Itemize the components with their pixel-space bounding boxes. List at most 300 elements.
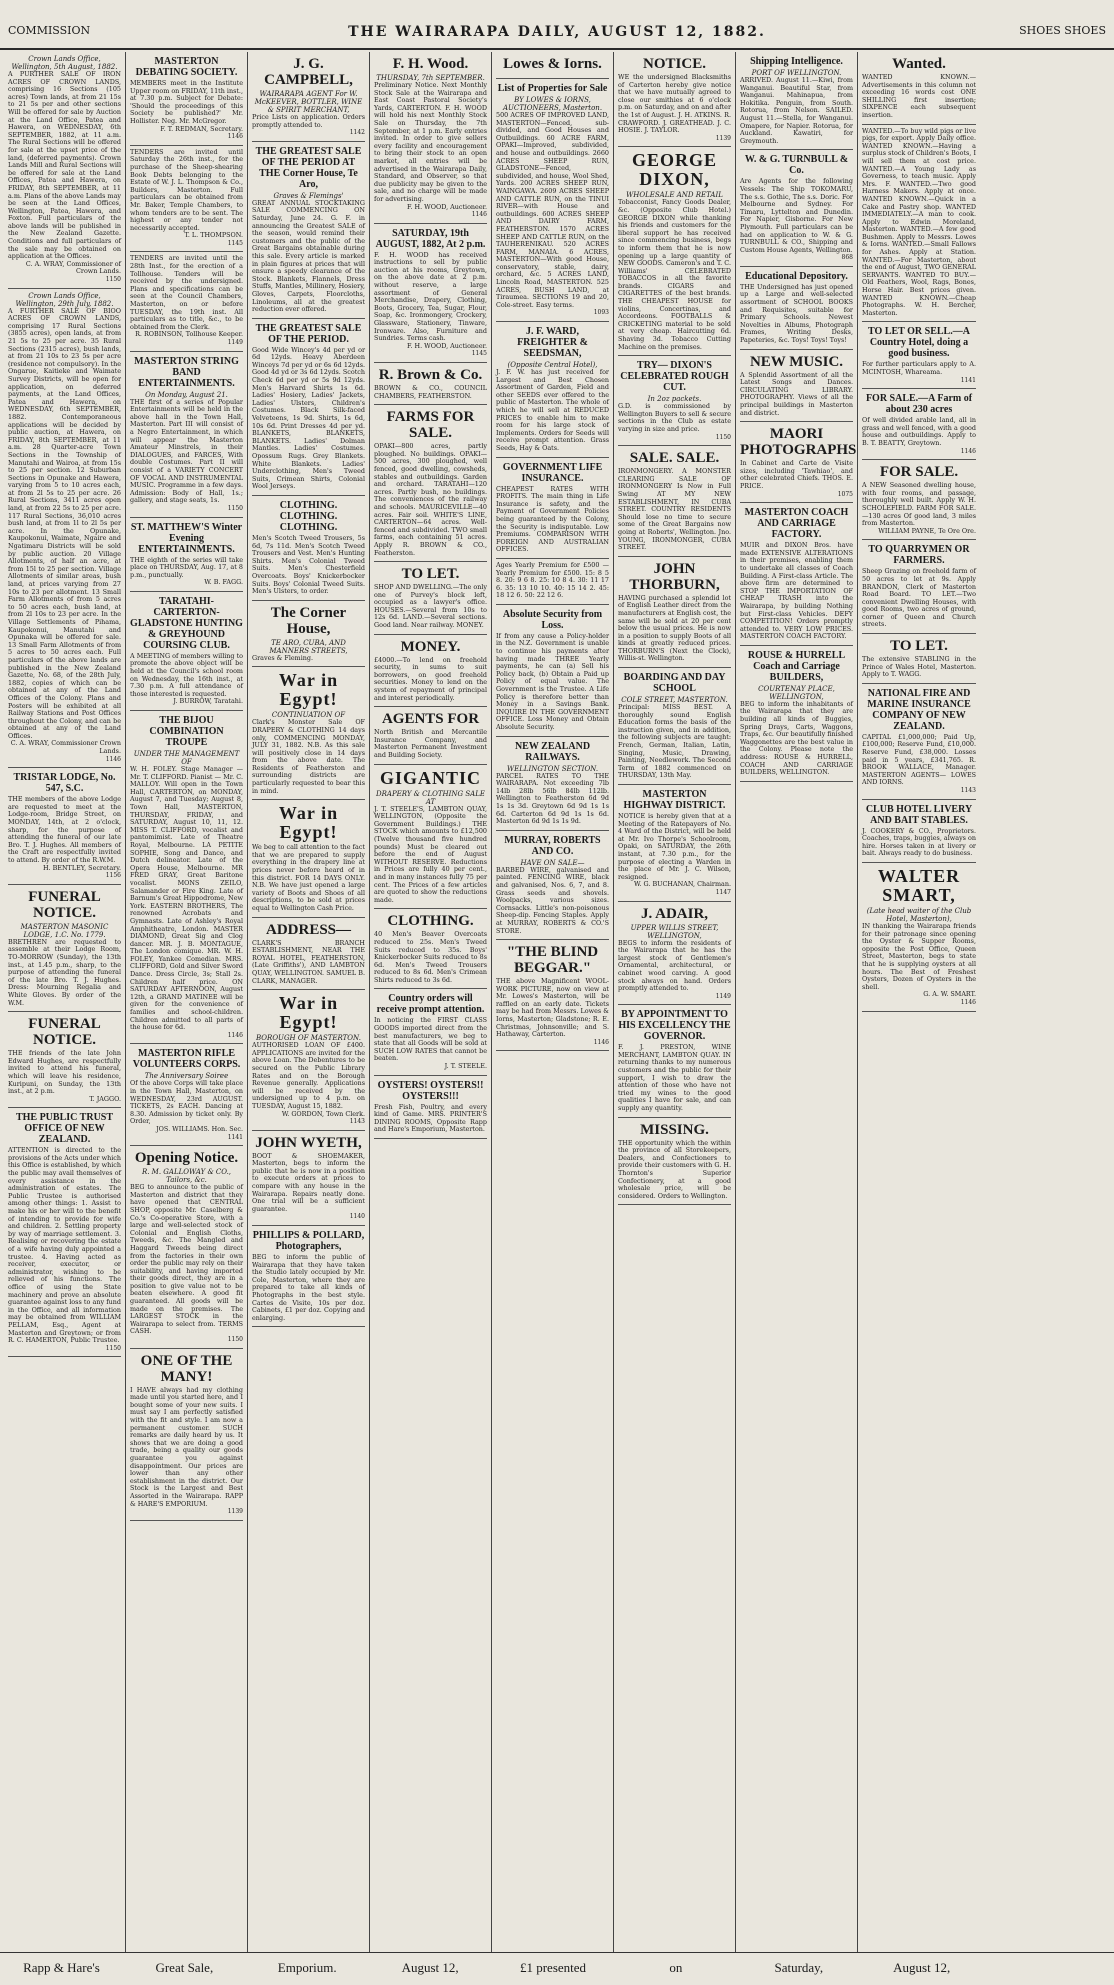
ad-signature: R. ROBINSON, Tollhouse Keeper.: [135, 330, 243, 339]
advertisement: [130, 592, 243, 711]
ad-body: WE the undersigned Blacksmiths of Carterton hereby give notice that we have mutually agreed to close our smithies at 6 o'clock p.m. on Saturday, and on and after the 1st of August. J. H. ATKINS. R. CRAWFORD. J. GREATHEAD. J. C. HOSIE. J. TAYLOR.: [618, 73, 731, 135]
advertisement: [252, 1131, 365, 1226]
advertisement: [252, 800, 365, 917]
ad-heading: W. & G. TURNBULL & Co.: [744, 154, 849, 177]
ad-subheading: WELLINGTON SECTION.: [506, 764, 599, 773]
advertisement: [252, 918, 365, 991]
ad-body: Preliminary Notice. Next Monthly Stock Sale at the Wairarapa and East Coast Pastoral Society's Yards, CARTERTON. F. H. WOOD will hold his next Monthly Stock Sale on Thursday, the 7th September, at 1 p.m. Early entries invited. In order to give sellers every facility and encouragement to bring their stock to an open market, all entries will be advertised in the Wairarapa Daily, Standard, and Observer, so that due publicity may be given to the sale, and no charge will be made for advertising.: [374, 81, 487, 203]
ad-heading: J. G. CAMPBELL,: [264, 56, 353, 88]
ad-heading: War in Egypt!: [278, 803, 339, 843]
ad-subheading: BOROUGH OF MASTERTON.: [256, 1034, 361, 1043]
ad-reference-number: 1142: [349, 129, 365, 137]
advertisement: [496, 940, 609, 1051]
advertisement: [618, 147, 731, 356]
ad-body: BROWN & CO., COUNCIL CHAMBERS, FEATHERSTON.: [374, 384, 487, 400]
advertisement: [496, 605, 609, 737]
ad-reference-number: 1156: [105, 872, 121, 880]
ad-heading: Absolute Security from Loss.: [502, 608, 603, 631]
ad-body: THE Undersigned has just opened up a Large and well-selected assortment of SCHOOL BOOKS and Requisites, suitable for Primary Schools. Newest Novelties in Albums, Photograph Frames, Writing Desks, Papeteries, &c. Toys! Toys! Toys!: [740, 282, 853, 345]
newspaper-title: THE WAIRARAPA DAILY, AUGUST 12, 1882.: [348, 24, 766, 40]
advertisement: [496, 458, 609, 559]
ad-heading: GOVERNMENT LIFE INSURANCE.: [502, 461, 603, 484]
ad-heading: THE BIJOU COMBINATION TROUPE: [149, 715, 224, 749]
ad-heading: SALE. SALE.: [629, 450, 720, 467]
ad-subheading: COLE STREET, MASTERTON.: [621, 696, 728, 705]
ad-signature: F. T. REDMAN, Secretary.: [160, 124, 243, 133]
ad-heading: MISSING.: [640, 1121, 709, 1138]
ad-reference-number: 1141: [227, 1133, 243, 1141]
ad-heading: FUNERAL NOTICE.: [28, 1016, 101, 1049]
advertisement: [740, 350, 853, 423]
ad-body: PARCEL RATES TO THE WAIRARAPA. Not exceeding 7lb 14lb 28lb 56lb 84lb 112lb. Wellington to Featherston 6d 9d 1s 1s 3d. Greytown 6d 9d 1s 1s 6d. Carterton 6d 9d 1s 1s 6d. Masterton 6d 9d 1s 1s 9d.: [496, 771, 609, 826]
ad-body: Fresh Fish, Poultry, and every kind of Game. MRS. PRINTER'S DINING ROOMS, Opposite Rapp and Hare's Emporium, Masterton.: [374, 1102, 487, 1134]
ad-subheading: On Monday, August 21.: [145, 390, 228, 399]
ad-heading: NATIONAL FIRE AND MARINE INSURANCE COMPANY OF NEW ZEALAND.: [867, 687, 971, 732]
ad-heading: FUNERAL NOTICE.: [28, 888, 101, 921]
ad-signature: W. GORDON, Town Clerk.: [281, 1109, 365, 1118]
ad-reference-number: 1141: [960, 376, 976, 384]
ad-heading: JOHN THORBURN,: [629, 560, 720, 593]
advertisement: [252, 319, 365, 496]
advertisement: [496, 737, 609, 831]
ad-reference-number: 1149: [715, 992, 731, 1000]
advertisement: [740, 503, 853, 646]
advertisement: [130, 1044, 243, 1146]
ad-body: BEG to inform the inhabitants of the Wairarapa that they are building all kinds of Buggies, Spring Drays, Carts, Waggons, Traps, &c. Our beautifully finished Waggonettes are the best value in the Colony. Please note the address: ROUSE & HURRELL, COACH AND CARRIAGE BUILDERS, WELLINGTON.: [740, 699, 853, 777]
advertisement: [740, 422, 857, 503]
ad-body: A PURTHER SALE OF IRON ACRES OF CROWN LANDS, comprising 16 Sections (105 acres) Town lands, at from 21 15s to 21 5s per and other sections Will be offered for sale by Auction at the Land Office, Patea and Hawera, on WEDNESDAY, 6th SEPTEMBER, 1882, at 11 a.m. The Rural Sections will be offered for sale at the upset price of the land, (deferred payments). Crown Lands Mill and Rural Sections will be offered for sale at the Land Offices, Patea and Hawera, on FRIDAY, 8th SEPTEMBER, at 11 a.m. Plans of the above Lands may be seen at the Land Offices, Wellington, Patea, Hawera, and Foxton. Full particulars of the above lands will be published in the New Zealand Gazette. Conditions and full particulars of the sale may be obtained on application at the Offices.: [8, 70, 121, 261]
ad-signature: T. L. THOMPSON.: [184, 231, 243, 240]
advertisement: [862, 460, 976, 540]
advertisement: [374, 562, 487, 635]
advertisement: [618, 902, 731, 1006]
ad-body: BOOT & SHOEMAKER, Masterton, begs to inform the public that he is now in a position to execute orders at prices to compare with any house in the Wairarapa. Repairs neatly done. One trial will be a sufficient guarantee.: [252, 1151, 365, 1213]
advertisement: [8, 289, 121, 769]
ad-body: We beg to call attention to the fact that we are prepared to supply everything in the drapery line at prices never before heard of in this district. FOR 14 DAYS ONLY. N.B. We have just opened a large variety of Boots and Shoes of all descriptions, to be sold at prices equal to Wellington Cash Price.: [252, 843, 365, 912]
ad-subheading: In 2oz packets.: [647, 395, 702, 404]
advertisement: [8, 52, 121, 289]
advertisement: [496, 831, 609, 940]
ad-body: Principal: MISS BEST. A thoroughly sound English Education forms the basis of the instruction given, and in addition, the following subjects are taught: French, German, Italian, Latin, Singing, Music, Drawing, Painting, Needlework. The Second Term of 1882 commenced on THURSDAY, 13th May.: [618, 703, 731, 780]
column-7: [736, 52, 858, 1952]
ad-heading: JOHN WYETH,: [255, 1134, 362, 1151]
ad-heading: WALTER SMART,: [877, 865, 961, 905]
advertisement: [130, 352, 243, 518]
ad-body: I HAVE always had my clothing made until you started here, and I bought some of your new suits. I must say I am perfectly satisfied with the fit and style. I am now a permanent customer. SUCH remarks are daily heard by us. It shows that we are doing a good trade, being a quality our goods guarantee you against disappointment. Our prices are lower than any other establishment in the district. Our Stock is the Largest and Best Assorted in the Wairarapa. RAPP & HARE'S EMPORIUM.: [130, 1385, 243, 1508]
advertisement: [130, 711, 243, 1044]
ad-heading: MASTERTON STRING BAND ENTERTAINMENTS.: [134, 355, 239, 389]
ad-body: Good Wide Wincey's 4d per yd or 6d 12yds. Heavy Aberdeen Winceys 7d per yd or 6s 6d 12yds. Good 4d yd or 3s 6d 12yds. Scotch Check 6d per yd or 5s 9d 12yds. Men's Harvard Shirts 1s 6d. Ladies' Hosiery, Ladies' Jackets, Ladies' Ulsters, Children's Costumes. Black Silk-faced Velveteens, 1s 9d. Shirts, 1s 6d, 10s 6d. Print Dresses 4d per yd. BLANKETS, BLANKETS, BLANKETS. Ladies' Dolman Mantles. Ladies' Costumes. Opossum Rugs. Grey Blankets. White Blankets. Ladies' Underclothing, Men's Tweed Suits, Crimean Shirts, Colonial Wool Jerseys.: [252, 345, 365, 491]
column-4: [370, 52, 492, 1952]
ad-heading: R. Brown & Co.: [378, 367, 483, 383]
ad-body: TENDERS are invited until the 28th Inst., for the erection of a Tollhouse. Tenders will be received by the undersigned. Plans and specifications can be seen at the Council Chambers, Masterton, on or before TUESDAY, the 19th inst. All particulars as to title, &c., to be obtained from the Clerk.: [130, 254, 243, 331]
ad-heading: FOR SALE.: [879, 464, 959, 481]
ad-heading: Educational Depository.: [745, 270, 848, 282]
ad-body: Men's Scotch Tweed Trousers, 5s 6d, 7s 11d. Men's Scotch Tweed Trousers and Vest. Men's Hunting Shirts. Men's Colonial Tweed Suits. Men's Chesterfield Overcoats. Boys' Knickerbocker Suits. Boys' Colonial Tweed Suits. Men's Ulsters, to order.: [252, 533, 365, 596]
ad-heading: MAORI PHOTOGRAPHS: [740, 426, 857, 459]
ad-body: TENDERS are invited until Saturday the 26th inst., for the purchase of the Sheep-shearing Book Debts belonging to the Estate of W. J. L. Thompson & Co., Builders, Masterton. Full particulars can be obtained from Mr. Baker, Temple Chambers, to whom tenders are to be sent. The highest or any tender not necessarily accepted.: [130, 147, 243, 232]
ad-reference-number: 1146: [105, 755, 121, 763]
ad-reference-number: 1150: [227, 504, 243, 512]
ad-heading: F. H. Wood.: [392, 56, 469, 72]
advertisement: [618, 785, 731, 902]
ad-body: THE first of a series of Popular Entertainments will be held in the above hall in the Town Hall, Masterton. Part III will consist of a Negro Entertainment, in which will appear the Masterton Amateur Minstrels, in their DIALOGUES, and FARCES, With double Costumes. Part II will consist of a VARIETY CONCERT OF VOCAL AND INSTRUMENTAL MUSIC. Programme in a few days. Admission: Body of Hall, 1s.; gallery, and stage seats, 1s.: [130, 397, 243, 505]
advertisement: [252, 601, 365, 668]
ad-heading: TO LET OR SELL.—A Country Hotel, doing a good business.: [868, 326, 970, 360]
advertisement: [252, 142, 365, 319]
ad-signature: F. H. WOOD, Auctioneer.: [407, 341, 487, 350]
ad-reference-number: 1149: [227, 339, 243, 346]
advertisement: [862, 863, 976, 1012]
ad-heading: List of Properties for Sale: [497, 83, 608, 94]
masthead-right: SHOES SHOES: [1019, 24, 1106, 37]
ad-body: For further particulars apply to A. MCINTOSH, Whareama.: [862, 360, 976, 376]
ad-heading: Wanted.: [892, 56, 946, 72]
ad-subheading: WHOLESALE AND RETAIL: [626, 191, 723, 200]
ad-body: A MEETING of members willing to promote the above object will be held at the Council's school room on Wednesday, the 16th inst., at 7.30 p.m. A full attendance of those interested is requested.: [130, 651, 243, 698]
column-3: [248, 52, 370, 1952]
ad-heading: J. F. WARD, FREIGHTER & SEEDSMAN,: [517, 326, 588, 360]
ad-body: THE above Magnificent WOOL-WORK PICTURE, now on view at Mr. Lowes's Masterton, will be raffled on an early date. Tickets may be had from Messrs. Lowes & Iorns, Masterton; Gladstone; R. E. Christmas, Johnsonville; and S. Hathaway, Carterton.: [496, 977, 609, 1039]
ad-heading: "THE BLIND BEGGAR.": [506, 944, 599, 977]
ad-body: 40 Men's Beaver Overcoats reduced to 25s. Men's Tweed Suits reduced to 35s. Boys' Knickerbocker Suits reduced to 8s 6d. Men's Tweed Trousers reduced to 8s 6d. Men's Crimean Shirts reduced to 3s 6d.: [374, 930, 487, 984]
ad-body: A Splendid Assortment of all the Latest Songs and Dances. CIRCULATING LIBRARY. PHOTOGRAPHY. Views of all the principal buildings in Masterton and district.: [740, 370, 853, 417]
ad-heading: The Corner House,: [270, 604, 347, 637]
advertisement: [740, 52, 853, 150]
ad-body: A NEW Seasoned dwelling house, with four rooms, and passage, thoroughly well built. Apply W. H. SCHOLEFIELD. FARM FOR SALE.—130 acres Of good land, 3 miles from Masterton.: [862, 481, 976, 528]
ad-body: CLARK'S BRANCH ESTABLISHMENT, NEAR THE ROYAL HOTEL, FEATHERSTON, (Late Griffiths'), AND LAMBTON QUAY, WELLINGTON. SAMUEL B. CLARK, MANAGER.: [252, 938, 365, 985]
ad-reference-number: 1150: [227, 1336, 243, 1344]
ad-body: The extensive STABLING in the Prince of Wales Hotel, Masterton. Apply to T. WAGG.: [862, 655, 976, 679]
columns-container: [4, 52, 1110, 1952]
ad-heading: TO LET.: [401, 566, 460, 583]
ad-heading: SATURDAY, 19th AUGUST, 1882, At 2 p.m.: [375, 227, 486, 250]
advertisement: [8, 885, 121, 1012]
ad-subheading: UNDER THE MANAGEMENT OF: [133, 750, 240, 767]
advertisement: [496, 559, 609, 605]
ad-signature: F. H. WOOD, Auctioneer.: [407, 202, 487, 211]
ad-heading: NEW MUSIC.: [749, 353, 844, 370]
ad-heading: GIGANTIC: [379, 767, 481, 788]
column-2: [126, 52, 248, 1952]
ad-subheading: CONTINUATION OF: [271, 711, 346, 720]
ad-heading: TRY— DIXON'S CELEBRATED ROUGH CUT.: [620, 360, 729, 394]
ad-heading: NEW ZEALAND RAILWAYS.: [514, 740, 591, 763]
ad-body: Of well divided arable land, all in grass and well fenced, with a good house and outbuildings. Apply to B. T. BEATTY, Greytown.: [862, 416, 976, 447]
ad-subheading: HAVE ON SALE—: [520, 858, 585, 867]
ad-body: GREAT ANNUAL STOCKTAKING SALE COMMENCING ON Saturday, June 24. G. F. in announcing the Greatest SALE of the season, would remind their customers and the public of the Great Bargains obtainable during this sale. Every article is marked in plain figures at prices that will ensure a speedy clearance of the Stock. Blankets, Flannels, Dress Stuffs, Mantles, Millinery, Hosiery, Gloves, Carpets, Floorcloths, Linoleums, all at the greatest reduction ever offered.: [252, 198, 365, 314]
ad-heading: MASTERTON RIFLE VOLUNTEERS CORPS.: [132, 1048, 241, 1071]
masthead: [0, 18, 1114, 50]
ad-body: J. COOKERY & CO., Proprietors. Coaches, traps, buggies, always on hire. Horses taken in at livery or bait. Always ready to do business.: [862, 826, 976, 858]
advertisement: [862, 52, 976, 125]
ad-heading: CLUB HOTEL LIVERY AND BAIT STABLES.: [865, 803, 973, 826]
ad-heading: THE PUBLIC TRUST OFFICE OF NEW ZEALAND.: [15, 1112, 114, 1146]
advertisement: [130, 146, 243, 253]
ad-heading: GEORGE DIXON,: [631, 150, 717, 190]
masthead-left: COMMISSION: [8, 24, 91, 37]
ad-heading: THE GREATEST SALE OF THE PERIOD AT THE Corner House, Te Aro,: [255, 145, 362, 190]
ad-reference-number: 1145: [471, 350, 487, 358]
ad-heading: MURRAY, ROBERTS AND CO.: [504, 834, 601, 857]
advertisement: [8, 1012, 121, 1108]
ad-heading: J. ADAIR,: [640, 905, 709, 922]
ad-subheading: (Late head waiter of the Club Hotel, Masterton),: [866, 906, 972, 923]
ad-heading: MASTERTON HIGHWAY DISTRICT.: [623, 789, 726, 811]
ad-body: MEMBERS meet in the Institute Upper room on FRIDAY, 11th inst., at 7.30 p.m. Subject for Debate: 'Should the proceedings of this Society be published?' Mr. Hollister. Neg. Mr. McGregor.: [130, 79, 243, 125]
ad-heading: TRISTAR LODGE, No. 547, S.C.: [13, 772, 116, 795]
ad-reference-number: 1146: [227, 1031, 243, 1039]
ad-reference-number: 1146: [593, 1038, 609, 1046]
ad-body: Clark's Monster Sale OF DRAPERY & CLOTHING 14 days only, COMMENCING MONDAY, JULY 31, 1882. N.B. As this sale will positively close in 14 days from the above date. The Residents of Featherston and surrounding districts are particularly requested to bear this in mind.: [252, 718, 365, 795]
ad-reference-number: 1150: [715, 433, 731, 441]
ad-body: THE eighth of the series will take place on THURSDAY, Aug. 17, at 8 p.m., punctually.: [130, 555, 243, 579]
advertisement: [252, 990, 365, 1131]
advertisement: [374, 989, 487, 1075]
ad-signature: J. T. STEELE.: [444, 1062, 487, 1071]
advertisement: [618, 557, 731, 668]
ad-body: THE friends of the late John Edward Hughes, are respectfully invited to attend his funeral, which will leave his residence, Kuripuni, on Sunday, the 13th inst., at 2 p.m.: [8, 1049, 121, 1096]
ad-subheading: Crown Lands Office, Wellington, 29th July, 1882.: [15, 291, 114, 308]
ad-subheading: Graves & Flemings': [273, 191, 344, 200]
ad-subheading: UPPER WILLIS STREET, WELLINGTON,: [630, 923, 719, 940]
ad-subheading: (Opposite Central Hotel),: [507, 361, 598, 370]
ad-subheading: THURSDAY, 7th SEPTEMBER.: [376, 74, 485, 82]
column-5: [492, 52, 614, 1952]
ad-heading: FOR SALE.—A Farm of about 230 acres: [865, 393, 973, 416]
ad-body: THE opportunity which the within the province of all Storekeepers, Dealers, and Confectioners to provide their customers with G. H. Thornton's Superior Confectionery, at a good wholesale price, will be considered. Orders to Wellington.: [618, 1138, 731, 1200]
ad-reference-number: 1146: [960, 998, 976, 1006]
ad-body: Are Agents for the following Vessels: The Ship TOKOMARU, The s.s. Gothic, The s.s. Doric. For Melbourne and Sydney. For Timaru, Lyttelton and Dunedin. For Napier, Gisborne. For New Plymouth. Full particulars can be had on application to W. & G. TURNBULL & CO., Shipping and Custom House Agents, Wellington.: [740, 177, 853, 254]
ad-signature: JOS. WILLIAMS. Hon. Sec.: [156, 1124, 243, 1133]
ad-body: CAPITAL £1,000,000; Paid Up, £100,000; Reserve Fund, £10,000. Reserve Fund, £38,000. Losses paid in 5 years, £341,765. R. BROOK WALLACE, Manager. MASTERTON AGENTS— LOWES AND IORNS.: [862, 732, 976, 787]
ad-heading: NOTICE.: [643, 56, 706, 72]
ad-signature: WILLIAM PAYNE, Te Ore Ore.: [878, 526, 976, 535]
ad-reference-number: 1146: [471, 211, 487, 219]
ad-subheading: PORT OF WELLINGTON.: [751, 69, 842, 77]
advertisement: [740, 646, 853, 782]
ad-body: F. J. PRESTON, WINE MERCHANT, LAMBTON QUAY. IN returning thanks to my numerous customers and the public for their support, I wish to draw the attention of those who have not tried my wines to the good qualities I have for sale, and can supply any quantity.: [618, 1043, 731, 1113]
ad-body: Of the above Corps will take place in the Town Hall, Masterton, on WEDNESDAY, 23rd AUGUST. TICKETS, 2s EACH. Dancing at 8.30. Admission by ticket only. By Order,: [130, 1079, 243, 1126]
ad-reference-number: 868: [841, 254, 853, 262]
ad-body: If from any cause a Policy-holder in the N.Z. Government is unable to continue his payments after having made THREE Yearly payments, he can (a) Sell his Policy back, (b) Obtain a Paid up Policy of equal value. The Government is the Trustee. A Life Policy is therefore better than Money in a Savings Bank. INQUIRE IN THE GOVERNMENT OFFICE. Loss Money and Obtain Absolute Security.: [496, 631, 609, 731]
ad-heading: PHILLIPS & POLLARD, Photographers,: [252, 1230, 365, 1253]
advertisement: [374, 363, 487, 405]
ad-body: CHEAPEST RATES WITH PROFITS. The main thing in Life Insurance is safety, and the Payment of Government Policies being guaranteed by the Colony, the Security is indisputable. Low Premiums. COMPARISON WITH FOREIGN AND AUSTRALIAN OFFICES.: [496, 484, 609, 554]
ad-reference-number: 1146: [960, 447, 976, 455]
advertisement: [8, 1108, 121, 1357]
ad-signature: T. JAGGO.: [89, 1094, 121, 1103]
ad-heading: MASTERTON COACH AND CARRIAGE FACTORY.: [744, 507, 849, 541]
advertisement: [374, 909, 487, 989]
ad-signature: C. A. WRAY, Commissioner Crown Lands.: [10, 739, 121, 756]
ad-body: F. H. WOOD has received instructions to sell by public auction at his rooms, Greytown, on the above date at 2 p.m. without reserve, a large assortment of General Merchandise, Drapery, Clothing, Boots, Grocery, Tea, Sugar, Flour, Soap, &c. Ironmongery, Crockery, Glassware, Stationery, Tinware, Ironware. Also, Furniture and Sundries. Terms cash.: [374, 250, 487, 343]
ad-reference-number: 1143: [349, 1118, 365, 1126]
advertisement: [374, 52, 487, 224]
ad-subheading: WAIRARAPA AGENT For W. McKEEVER, BOTTLER, WINE & SPIRIT MERCHANT,: [254, 90, 363, 114]
ad-heading: CLOTHING.: [387, 913, 474, 930]
advertisement: [374, 224, 487, 363]
ad-body: In noticing the FIRST CLASS GOODS imported direct from the best manufacturers, we beg to state that all Goods will be sold at SUCH LOW RATES that cannot be beaten.: [374, 1016, 487, 1063]
ad-heading: Opening Notice.: [134, 1150, 239, 1167]
ad-subheading: DRAPERY & CLOTHING SALE AT: [376, 789, 485, 806]
ad-body: BRETHREN are requested to assemble at their Lodge Room, TO-MORROW (Sunday), the 13th inst., at 1.45 p.m., sharp, to the purpose of attending the funeral of the late Bro. T. J. Hughes. Dress: Mourning Regalia and White Gloves. By order of the W.M.: [8, 937, 121, 1007]
advertisement: [618, 52, 731, 147]
advertisement: [374, 765, 487, 910]
ad-body: WANTED.—To buy wild pigs or live pigs, for export. Apply Daily office. WANTED KNOWN.—Having a surplus stock of Children's Boots, I will sell them at cost price. WANTED.—A Young Lady as Governess, to teach music. Apply Mrs. F. WANTED.—Two good Harness Makers. Apply at once. WANTED KNOWN.—Quick in a Cake and Pastry shop. WANTED IMMEDIATELY.—A man to cook. Apply to Edwin Moreland, Masterton. WANTED.—A few good Bushmen. Apply to Messrs. Lowes & Iorns. WANTED.—Small Fallows for Ashes. Apply at Station. WANTED.—For Masterton, about the end of August, TWO GENERAL SERVANTS. WANTED TO BUY.—Old Feathers, Wool, Rags, Bones, Horse Hair. Best prices given. WANTED KNOWN.—Cheap Photographs. W. H. Bercher, Masterton.: [862, 126, 976, 317]
ad-heading: CLOTHING. CLOTHING. CLOTHING.: [279, 499, 338, 533]
ad-heading: ADDRESS—: [265, 921, 352, 938]
advertisement: [252, 496, 365, 601]
ad-body: OPAKI—800 acres, partly ploughed. No buildings. OPAKI—500 acres, 300 ploughed, well fenced, good dwelling, cowsheds, stables and outbuildings. Garden and orchard. TARATAHI—120 acres. Partly bush, no buildings. The conveniences of the railway and schools. MAURICEVILLE—40 acres. Fair soil. WHITE'S LINE, CARTERTON—64 acres. Well-fenced and subdivided. TWO small farms, each containing 51 acres. Apply R. BROWN & CO., Featherston.: [374, 442, 487, 557]
ad-subheading: The Anniversary Soiree: [144, 1072, 229, 1081]
advertisement: [618, 446, 731, 557]
ad-reference-number: 1150: [105, 1344, 121, 1352]
ad-body: IN thanking the Wairarapa friends for their patronage since opening the Oyster & Supper Rooms, opposite the Post Office, Queen Street, Masterton, begs to state that he is supplying oysters at all hours. The Best of Freshest Oysters, Dozen of Oysters in the shell.: [862, 921, 976, 991]
advertisement: [618, 1118, 731, 1206]
advertisement: [618, 668, 731, 785]
ad-heading: MASTERTON DEBATING SOCIETY.: [135, 56, 238, 78]
ad-reference-number: 1140: [349, 1213, 365, 1221]
advertisement: [374, 635, 487, 708]
ad-subheading: MASTERTON MASONIC LODGE, 1.C. No. 1779.: [20, 922, 109, 939]
footer-cell: Emporium.: [277, 1960, 337, 1975]
ad-body: SHOP AND DWELLING.—The only one of Purvey's block left, occupied as a lawyer's office. HOUSES.—Several from 10s to 12s 6d. LAND.—Several sections. Good land. Near railway. MONEY.: [374, 583, 487, 630]
advertisement: [374, 707, 487, 764]
ad-body: WANTED KNOWN.—Advertisements in this column not exceeding 16 words cost ONE SHILLING first insertion; SIXPENCE each subsequent insertion.: [862, 73, 976, 119]
advertisement: [252, 52, 365, 142]
ad-body: Tobacconist, Fancy Goods Dealer, &c. (Opposite Club Hotel.) GEORGE DIXON while thanking his friends and customers for the liberal support he has received since commencing business, begs to inform them that he is now opening up a large quantity of NEW GOODS. Cameron's and T. C. Williams' CELEBRATED TOBACCOS in all the favorite brands. CIGARS and CIGARETTES of the best brands. THE CHEAPEST HOUSE for violins, Concertinas, and Accordeons. FOOTBALLS & CRICKETING material to be sold at very cheap. Haircutting 6d. Shaving 3d. Tobacco Cutting Machine on the premises.: [618, 198, 731, 351]
ad-signature: G. A. W. SMART.: [923, 990, 976, 999]
footer-strip: [0, 1952, 1114, 1985]
footer-cell: £1 presented: [519, 1960, 587, 1975]
footer-cell: Rapp & Hare's: [23, 1960, 100, 1975]
advertisement: [862, 800, 976, 863]
ad-signature: W. B. FAGG.: [204, 578, 243, 587]
footer-cell: Great Sale,: [155, 1960, 214, 1975]
ad-reference-number: 1150: [105, 276, 121, 284]
advertisement: [618, 356, 731, 446]
advertisement: [862, 634, 976, 684]
advertisement: [130, 252, 243, 351]
advertisement: [496, 79, 609, 322]
ad-body: AUTHORISED LOAN OF £400. APPLICATIONS are invited for the above Loan. The Debentures to be secured on the Public Library Rates and on the Borough Revenue generally. Applications will be received by the undersigned up to 4 p.m. on TUESDAY, August 15, 1882.: [252, 1041, 365, 1110]
ad-reference-number: 1139: [715, 134, 731, 142]
ad-body: 500 ACRES OF IMPROVED LAND, MASTERTON—Fenced, sub-divided, and Good Houses and Outbuildings. 60 ACRE FARM, OPAKI—Improved, subdivided, and house and outbuildings. 2660 ACRES SHEEP RUN, GLADSTONE—Fenced, subdivided, and house, Wool Shed, Yards. 200 ACRES SHEEP RUN, WAINGAWA. 2609 ACRES SHEEP AND CATTLE RUN, on the TINUI RIVER—with House and outbuildings. 600 ACRES SHEEP AND DAIRY FARM, FEATHERSTON. 1570 ACRES SHEEP AND CATTLE RUN, on the TAUHERENIKAU. 520 ACRES FARM, MANAIA. 6 ACRES, MASTERTON—With good House, conservatory, stable, dairy, orchard, &c. 5 ACRES LAND, Lincoln Road, MASTERTON. 525 ACRES, BUSH LAND, at Tiraumea. SECTIONS 19 and 20, Cole-street. Easy terms.: [496, 111, 609, 309]
ad-heading: ST. MATTHEW'S Winter Evening ENTERTAINMENTS.: [130, 521, 243, 555]
ad-signature: W. G. BUCHANAN, Chairman.: [634, 880, 731, 889]
advertisement: [130, 52, 243, 146]
advertisement: [740, 150, 853, 267]
ad-body: W. H. FOLEY. Stage Manager — Mr. T. CLIFFORD. Pianist — Mr. C. MALLOY. Will open in the Town Hall, CARTERTON, on MONDAY, August 7, and Tuesday; August 8, Town Hall, MASTERTON, THURSDAY, FRIDAY, and SATURDAY, August 10, 11, 12. MISS T. CLIFFORD, vocalist and pantomimist. Late of Theatre Royal, Melbourne. LA PETITE SOPHIE, Song and Dance, and Dutch delineator. Late of the Opera House, Melbourne. MR FRED GRAY, Great Baritone vocalist. MONS ZEILO, Salamander or Fire King. Late of Barnum's Great Hippodrome, New York. EASTERN BROTHERS, The renowned Acrobats and Gymnasts. Late of Ashley's Royal Amphitheatre, London. MASTER DIAMOND, Great Sig and Clog dancer. MR. J. B. MONTAGUE, The London comique. MR. W. H. FOLEY, Yankee Comedian. MRS. CLIFFORD, Gold and Silver Sword Dance. Dress Circle, 3s; Stall 2s. Children half price. ON SATURDAY AFTERNOON, August 12th, a GRAND MATINEE will be given for the convenience of families and school-children. Children admitted to all parts of the house for 6d.: [130, 765, 243, 1032]
ad-body: £4000.—To lend on freehold security, in sums to suit borrowers, on good freehold securities. Money to lend on the system of repayment of principal and interest periodically.: [374, 655, 487, 702]
ad-reference-number: 1145: [227, 239, 243, 247]
advertisement: [374, 405, 487, 562]
ad-reference-number: 1075: [837, 490, 853, 498]
column-8: [858, 52, 980, 1952]
advertisement: [130, 1349, 243, 1521]
column-1: [4, 52, 126, 1952]
ad-body: In Cabinet and Carte de Visite sizes, including 'Tawhiao', and other celebrated Chiefs. THOS. E. PRICE.: [740, 459, 853, 490]
ad-heading: TARATAHI-CARTERTON-GLADSTONE HUNTING & GREYHOUND COURSING CLUB.: [130, 595, 243, 651]
ad-signature: C. A. WRAY, Commissioner of Crown Lands.: [25, 259, 121, 276]
ad-heading: THE GREATEST SALE OF THE PERIOD.: [255, 322, 362, 345]
advertisement: [862, 389, 976, 460]
ad-heading: War in Egypt!: [278, 670, 339, 710]
ad-heading: FARMS FOR SALE.: [386, 409, 475, 442]
ad-body: IRONMONGERY. A MONSTER CLEARING SALE OF IRONMONGERY Is Now in Full Swing AT MY NEW ESTABLISHMENT, IN CUBA STREET. COUNTRY RESIDENTS Should lose no time to secure some of the Great Bargains now going at Roberts', Wellington. Jno. YOUNG, IRONMONGER, CUBA STREET.: [618, 467, 731, 552]
ad-heading: BY APPOINTMENT TO HIS EXCELLENCY THE GOVERNOR.: [618, 1009, 731, 1043]
advertisement: [862, 125, 976, 323]
advertisement: [8, 768, 121, 885]
ad-body: MUIR and DIXON Bros. have made EXTENSIVE ALTERATIONS in their premises, enabling them to undertake all classes of Coach Building. A First-class Article. The above firm are determined to STOP THE IMPORTATION OF CHEAP TRASH into the Wairarapa, by building Nothing but First-class Vehicles. DEFY COMPETITION! Orders promptly attended to. VERY LOW PRICES. MASTERTON COACH FACTORY.: [740, 541, 853, 641]
ad-body: Graves & Fleming.: [252, 653, 313, 662]
advertisement: [496, 52, 609, 79]
ad-reference-number: 1147: [715, 888, 731, 896]
ad-heading: MONEY.: [400, 638, 461, 655]
ad-subheading: R. M. GALLOWAY & CO., Tailors, &c.: [141, 1168, 232, 1185]
ad-heading: OYSTERS! OYSTERS!! OYSTERS!!!: [377, 1079, 484, 1102]
ad-body: J. F. W. has just received for Largest and Best Chosen Assortment of Garden, Field and other SEEDS ever offered to the public of Masterton. The whole of which he will sell at REDUCED PRICES to enable him to make room for his large stock of Implements. Orders for Seeds will receive prompt attention. Grass Seeds, Hay & Oats.: [496, 368, 609, 452]
advertisement: [252, 667, 365, 800]
footer-cell: Saturday,: [774, 1960, 824, 1975]
ad-heading: TO QUARRYMEN OR FARMERS.: [868, 544, 970, 567]
footer-cell: August 12,: [893, 1960, 951, 1975]
ad-heading: Country orders will receive prompt attention.: [376, 993, 485, 1016]
ad-body: ATTENTION is directed to the provisions of the Acts under which this Office is established, by which the public may avail themselves of every assistance in the administration of estates. The Public Trustee is authorised among other things: 1. Assist to make his or her will to the benefit of intending to provide for wife and children. 2. Settling property by way of marriage settlement. 3. Realising or recovering the estate of a wife having duly appointed a trustee. 4. Having acted as receiver, executor, or administrator, wishing to be relieved of his functions. The office of using the State machinery and prove an absolute guarantee against loss to any fund in the Office, and all information may be obtained from WILLIAM PELLAM, Esq., Agent at Masterton and Greytown; or from R. C. HAMERTON, Public Trustee.: [8, 1146, 121, 1345]
ad-body: NOTICE is hereby given that at a Meeting of the Ratepayers of No. 4 Ward of the District, will be held at Mr. Ivo Thorpe's Schoolroom, Opaki, on SATURDAY, the 26th instant, at 7.30 p.m., for the purpose of electing a Warden in the place of Mr. J. C. Wilson, resigned.: [618, 812, 731, 881]
ad-body: G.D. is commissioned by Wellington Buyers to sell & secure sections in the Club as estate varying in size and price.: [618, 402, 731, 433]
ad-subheading: Crown Lands Office, Wellington, 5th August, 1882.: [11, 55, 118, 71]
ad-reference-number: 1146: [227, 133, 243, 141]
advertisement: [374, 1076, 487, 1139]
ad-signature: J. BURROW, Taratahi.: [173, 697, 243, 706]
footer-cell: on: [669, 1960, 683, 1975]
ad-body: Ages Yearly Premium for £500 — Yearly Premium for £500. 15: 8 5 8. 20: 9 6 8. 25: 10 8 4. 30: 11 17 6. 35: 13 10 10. 40: 15 14 2. 45: 18 12 6. 50: 22 12 6.: [496, 560, 609, 600]
ad-heading: ROUSE & HURRELL Coach and Carriage BUILDERS,: [747, 649, 846, 683]
ad-body: J. T. STEELE'S, LAMBTON QUAY, WELLINGTON, (Opposite the Government Buildings.) THE STOCK which amounts to £12,500 (Twelve thousand five hundred pounds) Must be cleared out before the end of August WITHOUT RESERVE. Reductions in Prices are fully 40 per cent., and in many instances fully 75 per cent. The Prices of a few articles are quoted to show the reductions made.: [374, 804, 487, 904]
ad-signature: H. BENTLEY, Secretary.: [42, 863, 121, 872]
ad-body: North British and Mercantile Insurance Company, and Masterton Permanent Investment and Building Society.: [374, 728, 487, 759]
ad-body: BEG to inform the public of Wairarapa that they have taken the Studio lately occupied by Mr. Cole, Masterton, where they are prepared to take all kinds of Photographs in the best style. Cartes de Visite, 10s per doz. Cabinets, £1 per doz. Copying and enlarging.: [252, 1253, 365, 1322]
ad-heading: BOARDING AND DAY SCHOOL: [623, 672, 726, 695]
advertisement: [130, 518, 243, 592]
column-6: [614, 52, 736, 1952]
advertisement: [862, 540, 976, 634]
ad-heading: TO LET.: [890, 638, 948, 655]
ad-reference-number: 1139: [227, 1508, 243, 1516]
ad-subheading: TE ARO, CUBA, AND MANNERS STREETS,: [269, 638, 348, 655]
ad-body: THE members of the above Lodge are requested to meet at the Lodge-room, Bridge Street, on MONDAY, 14th, at 2 o'clock, sharp, for the purpose of attending the funeral of our late Bro. T. J. Hughes. All members of the Craft are respectfully invited to attend. By order of the R.W.M.: [8, 795, 121, 864]
advertisement: [740, 267, 853, 350]
advertisement: [862, 684, 976, 800]
ad-subheading: COURTENAY PLACE, WELLINGTON,: [758, 684, 835, 701]
ad-heading: ONE OF THE MANY!: [140, 1352, 233, 1385]
ad-subheading: BY LOWES & IORNS, AUCTIONEERS, Masterton.: [502, 96, 603, 112]
ad-body: BEGS to inform the residents of the Wairarapa that he has the largest stock of Gentlemen's Ornamental, architectural, or cabinet wood carving. A good stock always on hand. Orders promptly attended to.: [618, 938, 731, 993]
ad-heading: AGENTS FOR: [381, 711, 480, 728]
footer-cell: August 12,: [401, 1960, 459, 1975]
ad-heading: War in Egypt!: [278, 993, 339, 1033]
ad-reference-number: 1143: [960, 787, 976, 794]
ad-body: BEG to announce to the public of Masterton and district that they have opened that CENTRAL SHOP, opposite Mr. Caselberg & Co.'s Co-operative Store, with a large and well-selected stock of Colonial and English Cloths, Tweeds, &c. The Mangled and Haggard Tweeds being direct from the factories in their own order the public may rely on their suitability, and having imported their goods direct, they are in a position to give value not to be beaten elsewhere. A good fit guaranteed. All goods will be made on the premises. The LARGEST STOCK in the Wairarapa to select from. TERMS CASH.: [130, 1183, 243, 1336]
advertisement: [130, 1146, 243, 1348]
ad-body: BARBED WIRE, galvanised and painted. FENCING WIRE, black and galvanised, Nos. 6, 7, and 8. Grass seeds and shovels. Woolpacks, various sizes. Cornsacks. Little's non-poisonous Sheep-dip. Fencing Staples. Apply at MURRAY, ROBERTS & CO.'S STORE.: [496, 865, 609, 935]
ad-reference-number: 1093: [593, 309, 609, 317]
ad-heading: Lowes & Iorns.: [503, 56, 602, 72]
ad-body: A FURTHER SALE OF BIOO ACRES OF CROWN LANDS, comprising 17 Rural Sections (3855 acres), open lands, at from 21 5s to 25 per acre. 35 Rural Sections (2315 acres), bush lands, at from 21 10s to 23 5s per acre (residence not compulsory). In the Ongarue, Kaitieke and Waimate Survey Districts, will be open for application, on deferred payments, at the Land Offices, Patea and Hawera, on WEDNESDAY, 6th SEPTEMBER, 1882. Contemporaneous applications will be decided by public auction, at Hawera, on FRIDAY, 8th SEPTEMBER, at 11 a.m. 28 Quarter-acre Town Sections in the Township of Manutahi and Wairoa, at from 15s to 25 per section. 12 Suburban Sections in Opunake and Hawera, varying from 5 to 10 acres each, at from 2l 5s to 25 per acre. 26 Rural Sections, 3411 acres open land, at from 22 5s to 25 per acre. 117 Rural Sections, 36,010 acres bush land, at from 1l to 2l 5s per acre. In the Opunake, Kaupokonui, Waimate, Ngaire and Ngatimaru Districts will be sold by public auction. 20 Village Allotments, of half an acre, at from 15l to 25 per section. Village Allotments of similar areas, bush land, at prices varying from 27 10s to 23 per allotment. 13 Small Farm Allotments of from 5 acres to 50 acres each, bush land, at from 2l 10s to 23 per acre. In the Village Settlements of Pihama, Kaupokonui, Manutahi and Opunaka will be offered for sale. 13 Small Farm Allotments of from 5 acres to 50 acres each. Full particulars of the above lands are published in the New Zealand Gazette, No. 68, of the 28th July, 1882, copies of which can be obtained at any of the Land Offices of the Colony. Plans and Posters will be exhibited at all Railway Stations and Post Offices throughout the Colony, and can be obtained at any of the Land Offices.: [8, 306, 121, 740]
ad-body: Sheep Grazing on freehold farm of 50 acres to let at 9s. Apply BRANDON, Clerk of Masterton Road Board. TO LET.—Two convenient Dwelling Houses, with good Rooms, two acres of ground, corner of Queen and Church streets.: [862, 567, 976, 629]
